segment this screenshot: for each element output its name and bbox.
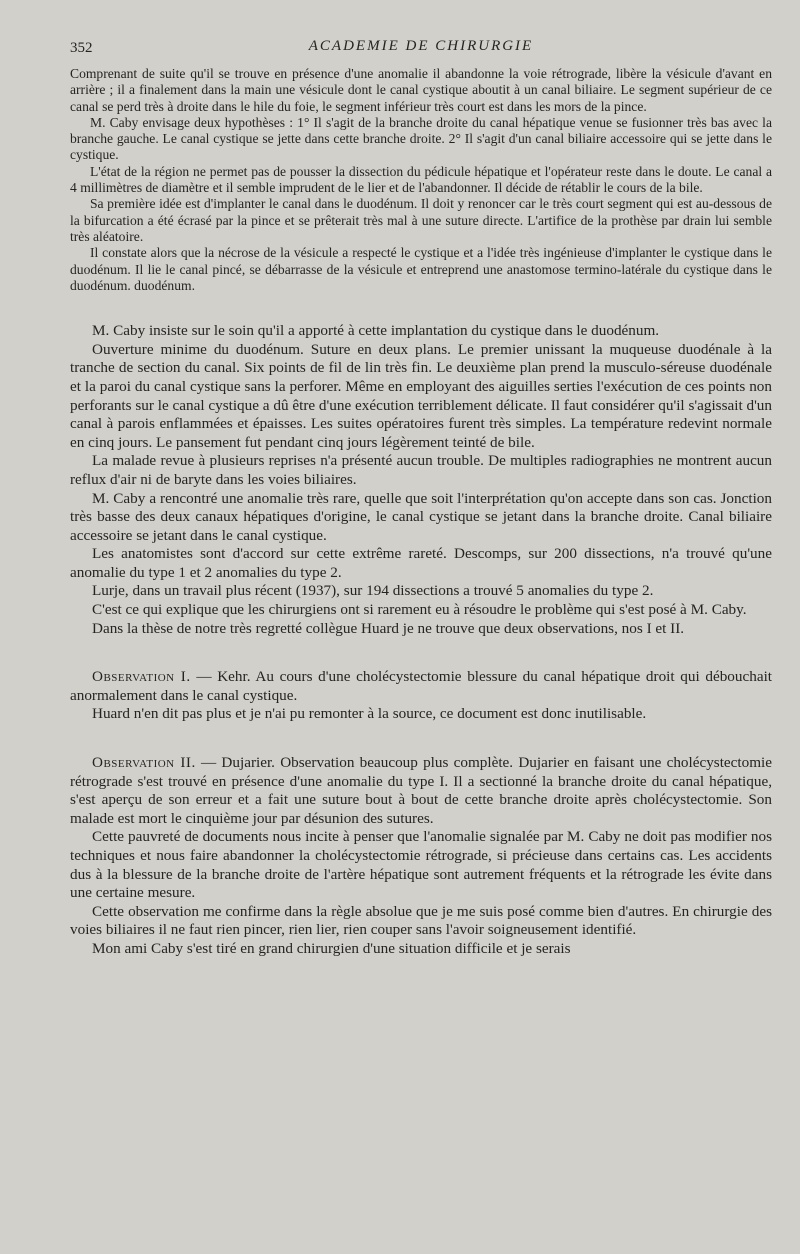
running-title: ACADEMIE DE CHIRURGIE <box>308 38 534 54</box>
paragraph: Dans la thèse de notre très regretté collègue Huard je ne trouve que deux observations, nos I et II. <box>92 619 685 637</box>
paragraph: Huard n'en dit pas plus et je n'ai pu remonter à la source, ce document est donc inutilisable. <box>92 705 647 723</box>
paragraph: Les anatomistes sont d'accord sur cette extrême rareté. Descomps, sur 200 dissections, n'a trouvé qu'une anomalie du type 1 et 2 anomalies du type 2. <box>70 545 772 581</box>
paragraph: C'est ce qui explique que les chirurgiens ont si rarement eu à résoudre le problème qui s'est posé à M. Caby. <box>92 601 747 619</box>
observation-heading: Observation II. <box>92 754 196 772</box>
main-text-section <box>70 322 772 638</box>
paragraph: La malade revue à plusieurs reprises n'a présenté aucun trouble. De multiples radiographies ne montrent aucun reflux d'air ni de baryte dans les voies biliaires. <box>70 452 772 488</box>
observation-text: — Dujarier. Observation beaucoup plus complète. Dujarier en faisant une cholécystectomie rétrograde s'est trouvé en présence d'une anomalie du type I. Il a sectionné la branche droite du canal hépatique, s'est aperçu de son erreur et a fait une suture bout à bout de cette branche droite après cholécystectomie. Son malade est mort le cinquième jour par désunion des sutures. <box>70 754 773 827</box>
page-header <box>70 38 772 66</box>
paragraph: Cette pauvreté de documents nous incite à penser que l'anomalie signalée par M. Caby ne doit pas modifier nos techniques et nous faire abandonner la cholécystectomie rétrograde, si précieuse dans certains cas. Les accidents dus à la blessure de la branche droite de l'artère hépatique sont autrement fréquents et la rétrograde les évite dans une certaine mesure. <box>70 828 772 902</box>
observation-text: — Kehr. Au cours d'une cholécystectomie blessure du canal hépatique droit qui débouchait anormalement dans le canal cystique. <box>70 668 773 704</box>
paragraph: L'état de la région ne permet pas de pousser la dissection du pédicule hépatique et l'opérateur reste dans le doute. Le canal a 4 millimètres de diamètre et il semble imprudent de le lier et de l'abandonner. Il décide de rétablir le cours de la bile. <box>70 163 772 196</box>
paragraph: Lurje, dans un travail plus récent (1937), sur 194 dissections a trouvé 5 anomalies du type 2. <box>92 582 654 600</box>
paragraph: M. Caby envisage deux hypothèses : 1° Il s'agit de la branche droite du canal hépatique venue se fusionner très bas avec la branche gauche. Le canal cystique se jette dans cette branche droite. 2° Il s'agit d'un canal biliaire accessoire qui se jette dans le cystique. <box>70 114 772 163</box>
page-number: 352 <box>70 40 93 56</box>
paragraph <box>70 668 772 705</box>
paragraph: Mon ami Caby s'est tiré en grand chirurgien d'une situation difficile et je serais <box>92 939 571 957</box>
observation-heading: Observation I. <box>92 668 191 686</box>
paragraph: Comprenant de suite qu'il se trouve en présence d'une anomalie il abandonne la voie rétrograde, libère la vésicule d'avant en arrière ; il a finalement dans la main une vésicule dont le canal cystique aboutit à un canal biliaire. Le segment supérieur de ce canal se perd très à droite dans le hile du foie, le segment inférieur très court est dans les mors de la pince. <box>70 66 772 114</box>
observation-1 <box>70 668 772 724</box>
paragraph: Sa première idée est d'implanter le canal dans le duodénum. Il doit y renoncer car le très court segment qui est au-dessous de la bifurcation a été écrasé par la pince et se prêterait très mal à une suture directe. L'artifice de la prothèse par drain lui semble très aléatoire. <box>70 196 772 244</box>
paragraph: Cette observation me confirme dans la règle absolue que je me suis posé comme bien d'autres. En chirurgie des voies biliaires il ne faut rien pincer, rien lier, rien couper sans l'avoir soigneusement identifié. <box>70 902 772 939</box>
paragraph: Il constate alors que la nécrose de la vésicule a respecté le cystique et a l'idée très ingénieuse d'implanter le cystique dans le duodénum. Il lie le canal pincé, se débarrasse de la vésicule et entreprend une anastomose termino-latérale du cystique dans le duodénum. duodénum. <box>70 245 772 293</box>
paragraph <box>70 754 772 828</box>
observation-2 <box>70 754 772 959</box>
small-print-section <box>70 66 772 294</box>
paragraph: M. Caby insiste sur le soin qu'il a apporté à cette implantation du cystique dans le duodénum. <box>92 322 660 340</box>
paragraph: Ouverture minime du duodénum. Suture en deux plans. Le premier unissant la muqueuse duodénale à la tranche de section du canal. Six points de fil de lin très fin. Le deuxième plan prend la musculo-séreuse duodénale et la paroi du canal cystique sans la perforer. Même en employant des aiguilles serties l'exécution de ces points non perforants sur le canal cystique a dû être d'une exécution terriblement délicate. Il faut considérer qu'il s'agissait d'un canal à parois enflammées et épaisses. Les suites opératoires furent très simples. La température redevint normale en cinq jours. Le pansement fut pendant cinq jours légèrement teinté de bile. <box>70 340 772 451</box>
paragraph: M. Caby a rencontré une anomalie très rare, quelle que soit l'interprétation qu'on accepte dans son cas. Jonction très basse des deux canaux hépatiques d'origine, le canal cystique se jetant dans la branche droite. Canal biliaire accessoire se jetant dans le canal cystique. <box>70 489 772 544</box>
